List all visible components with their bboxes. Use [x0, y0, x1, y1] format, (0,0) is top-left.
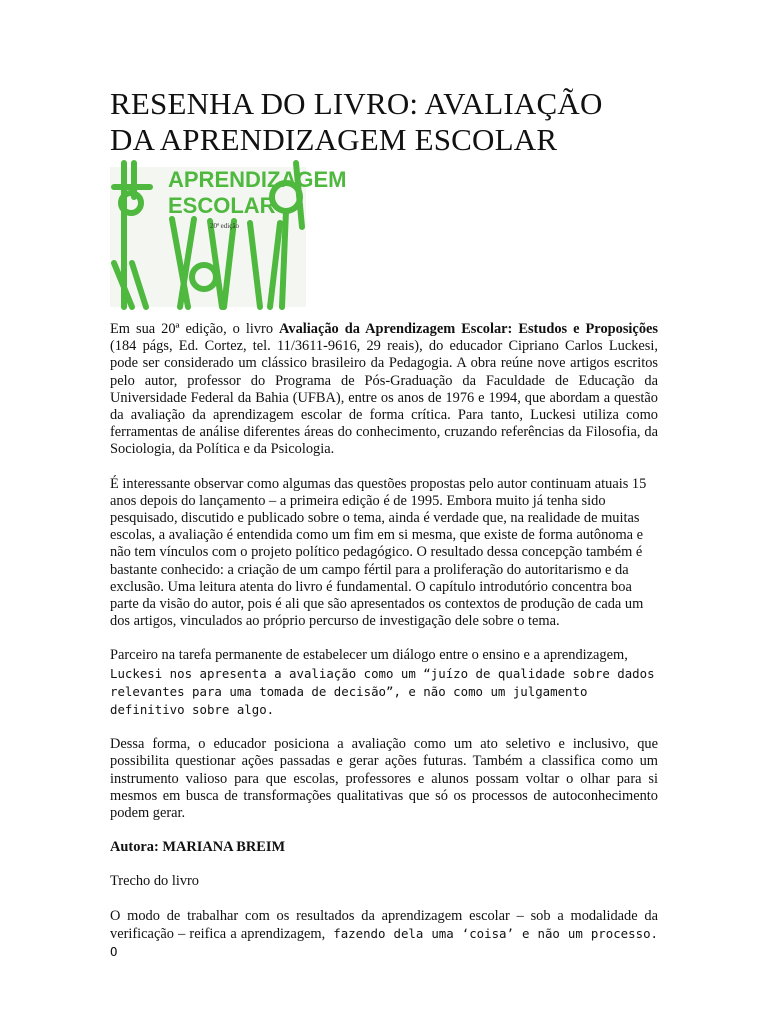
paragraph-dialogue: Parceiro na tarefa permanente de estabelecer um diálogo entre o ensino e a aprendizagem, Luckesi nos apresenta a avaliação como um “juízo de qualidade sobre dados relevantes para uma tomada de decisão”, e não como um julgamento definitivo sobre algo.: [110, 647, 655, 718]
paragraph-relevance: É interessante observar como algumas das questões propostas pelo autor continuam atuais 15 anos depois do lançamento – a primeira edição é de 1995. Embora muito já tenha sido pesquisado, discutido e publicado sobre o tema, ainda é verdade que, na realidade de muitas escolas, a avaliação é entendida como um fim em si mesma, que existe de forma autônoma e não tem vínculos com o projeto político pedagógico. O resultado dessa concepção também é bastante conhecido: a criação de um campo fértil para a proliferação do autoritarismo e da exclusão. Uma leitura atenta do livro é fundamental. O capítulo introdutório concentra boa parte da visão do autor, pois é ali que são apresentados os contextos de produção de cada um dos artigos, vinculados ao próprio percurso de investigação dele sobre o tema.: [110, 475, 647, 630]
quote-run: Luckesi nos apresenta a avaliação como um “juízo de qualidade sobre dados relevantes para uma tomada de decisão”, e não como um julgamento definitivo sobre algo.: [110, 665, 655, 718]
title-line-1: RESENHA DO LIVRO: AVALIAÇÃO: [110, 86, 603, 121]
paragraph-conclusion: Dessa forma, o educador posiciona a avaliação como um ato seletivo e inclusivo, que possibilita questionar ações passadas e gerar ações futuras. Também a classifica como um instrumento valioso para que escolas, professores e alunos possam voltar o olhar para si mesmos em busca de transformações qualitativas que só os processos de autoconhecimento podem gerar.: [110, 736, 658, 822]
paragraph-excerpt: O modo de trabalhar com os resultados da aprendizagem escolar – sob a modalidade da verificação – reifica a aprendizagem, fazendo dela uma ‘coisa’ e não um processo. O: [110, 907, 658, 960]
document-body: [110, 321, 658, 978]
book-title: Avaliação da Aprendizagem Escolar: Estudos e Proposições: [279, 321, 659, 337]
document-title: [110, 86, 670, 158]
excerpt-heading: Trecho do livro: [110, 873, 200, 890]
book-cover-image: [110, 167, 347, 307]
cover-title-line-2: ESCOLAR: [168, 193, 276, 218]
cover-title-line-1: APRENDIZAGEM: [168, 167, 347, 192]
cover-edition: 20ª edição: [210, 222, 239, 230]
title-line-2: DA APRENDIZAGEM ESCOLAR: [110, 122, 558, 157]
author-line: Autora: MARIANA BREIM: [110, 839, 286, 856]
paragraph-intro: Em sua 20ª edição, o livro Avaliação da Aprendizagem Escolar: Estudos e Proposições (184 págs, Ed. Cortez, tel. 11/3611-9616, 29 reais), do educador Cipriano Carlos Luckesi, pode ser considerado um clássico brasileiro da Pedagogia. A obra reúne nove artigos escritos pelo autor, professor do Programa de Pós-Graduação da Faculdade de Educação da Universidade Federal da Bahia (UFBA), entre os anos de 1976 e 1994, que abordam a questão da avaliação da aprendizagem escolar de forma crítica. Para tanto, Luckesi utiliza como ferramentas de análise diferentes áreas do conhecimento, cruzando referências da Filosofia, da Sociologia, da Política e da Psicologia.: [110, 321, 659, 458]
